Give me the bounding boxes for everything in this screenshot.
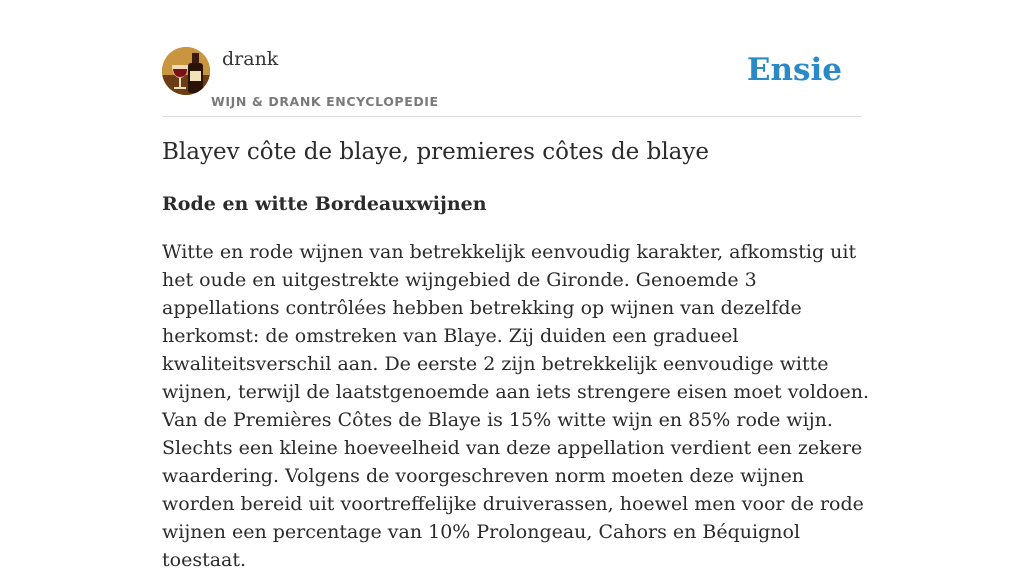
article-subtitle: Rode en witte Bordeauxwijnen <box>162 193 487 215</box>
brand-logo[interactable]: Ensie <box>746 52 842 88</box>
site-header <box>162 46 862 117</box>
wine-bottle-glass-icon[interactable] <box>162 47 210 95</box>
site-subtitle[interactable]: WIJN & DRANK ENCYCLOPEDIE <box>211 94 439 109</box>
page-title: Blayev côte de blaye, premieres côtes de blaye <box>162 139 710 165</box>
article-body: Witte en rode wijnen van betrekkelijk eenvoudig karakter, afkomstig uit het oude en uitgestrekte wijngebied de Gironde. Genoemde 3 appellations contrôlées hebben betrekking op wijnen van dezelfde herkomst: de omstreken van Blaye. Zij duiden een gradueel kwaliteitsverschil aan. De eerste 2 zijn betrekkelijk eenvoudige witte wijnen, terwijl de laatstgenoemde aan iets strengere eisen moet voldoen. Van de Premières Côtes de Blaye is 15% witte wijn en 85% rode wijn. Slechts een kleine hoeveelheid van deze appellation verdient een zekere waardering. Volgens de voorgeschreven norm moeten deze wijnen worden bereid uit voortreffelijke druiverassen, hoewel men voor de rode wijnen een percentage van 10% Prolongeau, Cahors en Béquignol toestaat. <box>162 241 870 571</box>
site-name[interactable]: drank <box>222 48 279 70</box>
